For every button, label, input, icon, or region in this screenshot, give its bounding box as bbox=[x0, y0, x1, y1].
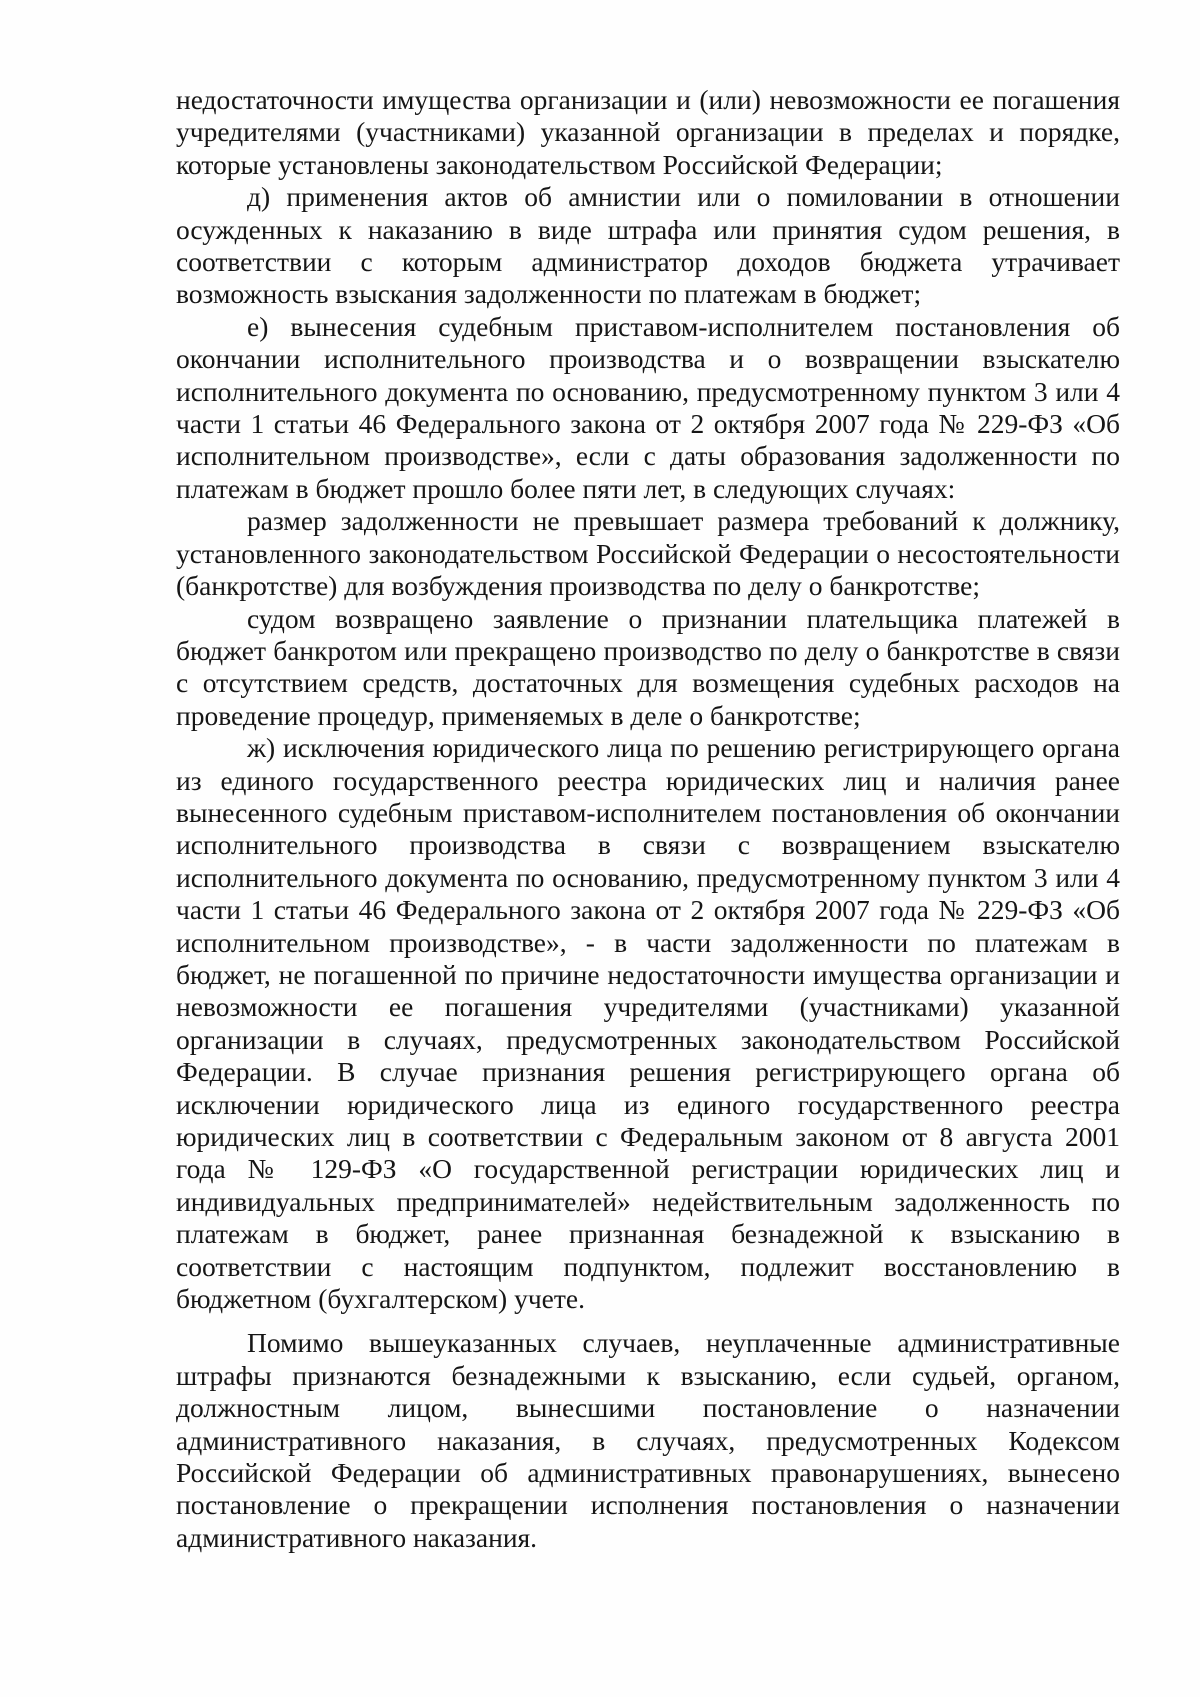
paragraph-case-debt-size: размер задолженности не превышает размера требований к должнику, установленного законодательством Российской Федерации о несостоятельности (банкротстве) для возбуждения производства по делу о банкротстве; bbox=[176, 505, 1120, 602]
paragraph-item-d: д) применения актов об амнистии или о помиловании в отношении осужденных к наказанию в виде штрафа или принятия судом решения, в соответствии с которым администратор доходов бюджета утрачивает возможность взыскания задолженности по платежам в бюджет; bbox=[176, 181, 1120, 310]
paragraph-item-e: е) вынесения судебным приставом-исполнителем постановления об окончании исполнительного производства и о возвращении взыскателю исполнительного документа по основанию, предусмотренному пунктом 3 или 4 части 1 статьи 46 Федерального закона от 2 октября 2007 года № 229-ФЗ «Об исполнительном производстве», если с даты образования задолженности по платежам в бюджет прошло более пяти лет, в следующих случаях: bbox=[176, 310, 1120, 504]
paragraph-continuation: недостаточности имущества организации и (или) невозможности ее погашения учредителями (участниками) указанной организации в пределах и порядке, которые установлены законодательством Российской Федерации; bbox=[176, 84, 1120, 180]
paragraph-item-zh: ж) исключения юридического лица по решению регистрирующего органа из единого государственного реестра юридических лиц и наличия ранее вынесенного судебным приставом-исполнителем постановления об окончании исполнительного производства в связи с возвращением взыскателю исполнительного документа по основанию, предусмотренному пунктом 3 или 4 части 1 статьи 46 Федерального закона от 2 октября 2007 года № 229-ФЗ «Об исполнительном производстве», - в части задолженности по платежам в бюджет, не погашенной по причине недостаточности имущества организации и невозможности ее погашения учредителями (участниками) указанной организации в случаях, предусмотренных законодательством Российской Федерации. В случае признания решения регистрирующего органа об исключении юридического лица из единого государственного реестра юридических лиц в соответствии с Федеральным законом от 8 августа 2001 года № 129-ФЗ «О государственной регистрации юридических лиц и индивидуальных предпринимателей» недействительным задолженность по платежам в бюджет, ранее признанная безнадежной к взысканию в соответствии с настоящим подпунктом, подлежит восстановлению в бюджетном (бухгалтерском) учете. bbox=[176, 732, 1120, 1315]
paragraph-case-bankruptcy: судом возвращено заявление о признании плательщика платежей в бюджет банкротом или прекращено производство по делу о банкротстве в связи с отсутствием средств, достаточных для возмещения судебных расходов на проведение процедур, применяемых в деле о банкротстве; bbox=[176, 602, 1120, 731]
paragraph-administrative-fines: Помимо вышеуказанных случаев, неуплаченные административные штрафы признаются безнадежными к взысканию, если судьей, органом, должностным лицом, вынесшими постановление о назначении административного наказания, в случаях, предусмотренных Кодексом Российской Федерации об административных правонарушениях, вынесено постановление о прекращении исполнения постановления о назначении административного наказания. bbox=[176, 1327, 1120, 1553]
document-body bbox=[176, 84, 1120, 1554]
